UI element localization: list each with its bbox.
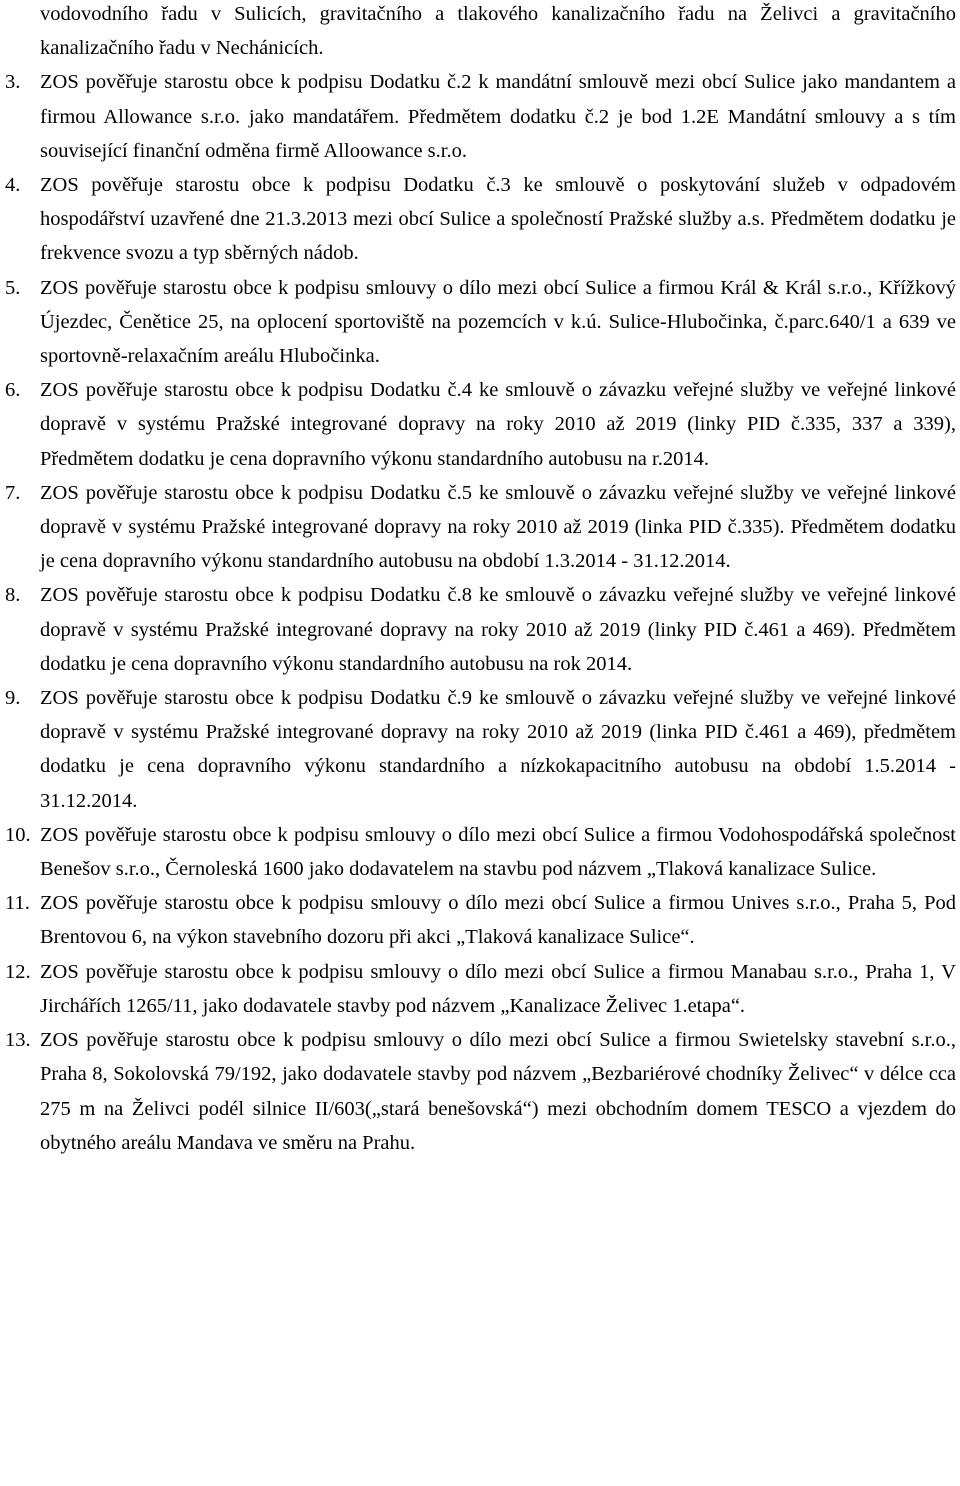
item-text: ZOS pověřuje starostu obce k podpisu smlouvy o dílo mezi obcí Sulice a firmou Swietelsky stavební s.r.o., Praha 8, Sokolovská 79/192, jako dodavatele stavby pod názvem „Bezbariérové chodníky Želivec“ v délce cca 275 m na Želivci podél silnice II/603(„stará benešovská“) mezi obchodním domem TESCO a vjezdem do obytného areálu Mandava ve směru na Prahu. [40, 1029, 956, 1154]
item-number: 11. [5, 892, 30, 915]
item-number: 9. [5, 687, 21, 710]
list-item-3 [5, 65, 956, 168]
item-number: 12. [5, 960, 31, 983]
item-number: 7. [5, 481, 21, 504]
item-text: ZOS pověřuje starostu obce k podpisu Dodatku č.8 ke smlouvě o závazku veřejné služby ve veřejné linkové dopravě v systému Pražské integrované dopravy na roky 2010 až 2019 (linky PID č.461 a 469). Předmětem dodatku je cena dopravního výkonu standardního autobusu na rok 2014. [40, 584, 956, 675]
item-number: 5. [5, 276, 21, 299]
item-text: ZOS pověřuje starostu obce k podpisu smlouvy o dílo mezi obcí Sulice a firmou Král & Král s.r.o., Křížkový Újezdec, Čenětice 25, na oplocení sportoviště na pozemcích v k.ú. Sulice-Hlubočinka, č.parc.640/1 a 639 ve sportovně-relaxačním areálu Hlubočinka. [40, 276, 956, 368]
item-number: 3. [5, 71, 21, 94]
list-item-10 [5, 818, 956, 886]
item-text: ZOS pověřuje starostu obce k podpisu Dodatku č.4 ke smlouvě o závazku veřejné služby ve veřejné linkové dopravě v systému Pražské integrované dopravy na roky 2010 až 2019 (linky PID č.335, 337 a 339), Předmětem dodatku je cena dopravního výkonu standardního autobusu na r.2014. [40, 379, 956, 470]
list-item-12 [5, 955, 956, 1023]
list-item-7 [5, 476, 956, 579]
item-number: 4. [5, 174, 21, 197]
item-number: 6. [5, 379, 21, 402]
continuation-paragraph: vodovodního řadu v Sulicích, gravitačního a tlakového kanalizačního řadu na Želivci a gravitačního kanalizačního řadu v Nechánicích. [40, 3, 956, 60]
list-item-11 [5, 886, 956, 954]
item-text: ZOS pověřuje starostu obce k podpisu Dodatku č.3 ke smlouvě o poskytování služeb v odpadovém hospodářství uzavřené dne 21.3.2013 mezi obcí Sulice a společností Pražské služby a.s. Předmětem dodatku je frekvence svozu a typ sběrných nádob. [40, 174, 956, 265]
item-text: ZOS pověřuje starostu obce k podpisu Dodatku č.5 ke smlouvě o závazku veřejné služby ve veřejné linkové dopravě v systému Pražské integrované dopravy na roky 2010 až 2019 (linka PID č.335). Předmětem dodatku je cena dopravního výkonu standardního autobusu na období 1.3.2014 - 31.12.2014. [40, 481, 956, 573]
item-text: ZOS pověřuje starostu obce k podpisu smlouvy o dílo mezi obcí Sulice a firmou Manabau s.r.o., Praha 1, V Jirchářích 1265/11, jako dodavatele stavby pod názvem „Kanalizace Želivec 1.etapa“. [40, 960, 956, 1017]
item-text: ZOS pověřuje starostu obce k podpisu Dodatku č.9 ke smlouvě o závazku veřejné služby ve veřejné linkové dopravě v systému Pražské integrované dopravy na roky 2010 až 2019 (linka PID č.461 a 469), předmětem dodatku je cena dopravního výkonu standardního a nízkokapacitního autobusu na období 1.5.2014 - 31.12.2014. [40, 687, 956, 812]
list-item-8 [5, 578, 956, 681]
item-number: 10. [5, 823, 31, 846]
item-number: 13. [5, 1029, 31, 1052]
list-item-4 [5, 168, 956, 271]
list-item-6 [5, 373, 956, 476]
item-number: 8. [5, 584, 21, 607]
item-text: ZOS pověřuje starostu obce k podpisu smlouvy o dílo mezi obcí Sulice a firmou Vodohospodářská společnost Benešov s.r.o., Černoleská 1600 jako dodavatelem na stavbu pod názvem „Tlaková kanalizace Sulice. [40, 823, 956, 881]
item-text: ZOS pověřuje starostu obce k podpisu Dodatku č.2 k mandátní smlouvě mezi obcí Sulice jako mandantem a firmou Allowance s.r.o. jako mandatářem. Předmětem dodatku č.2 je bod 1.2E Mandátní smlouvy a s tím související finanční odměna firmě Alloowance s.r.o. [40, 71, 956, 162]
list-item-13 [5, 1023, 956, 1160]
list-item-5 [5, 271, 956, 374]
item-text: ZOS pověřuje starostu obce k podpisu smlouvy o dílo mezi obcí Sulice a firmou Unives s.r.o., Praha 5, Pod Brentovou 6, na výkon stavebního dozoru při akci „Tlaková kanalizace Sulice“. [40, 892, 956, 949]
list-item-9 [5, 681, 956, 818]
